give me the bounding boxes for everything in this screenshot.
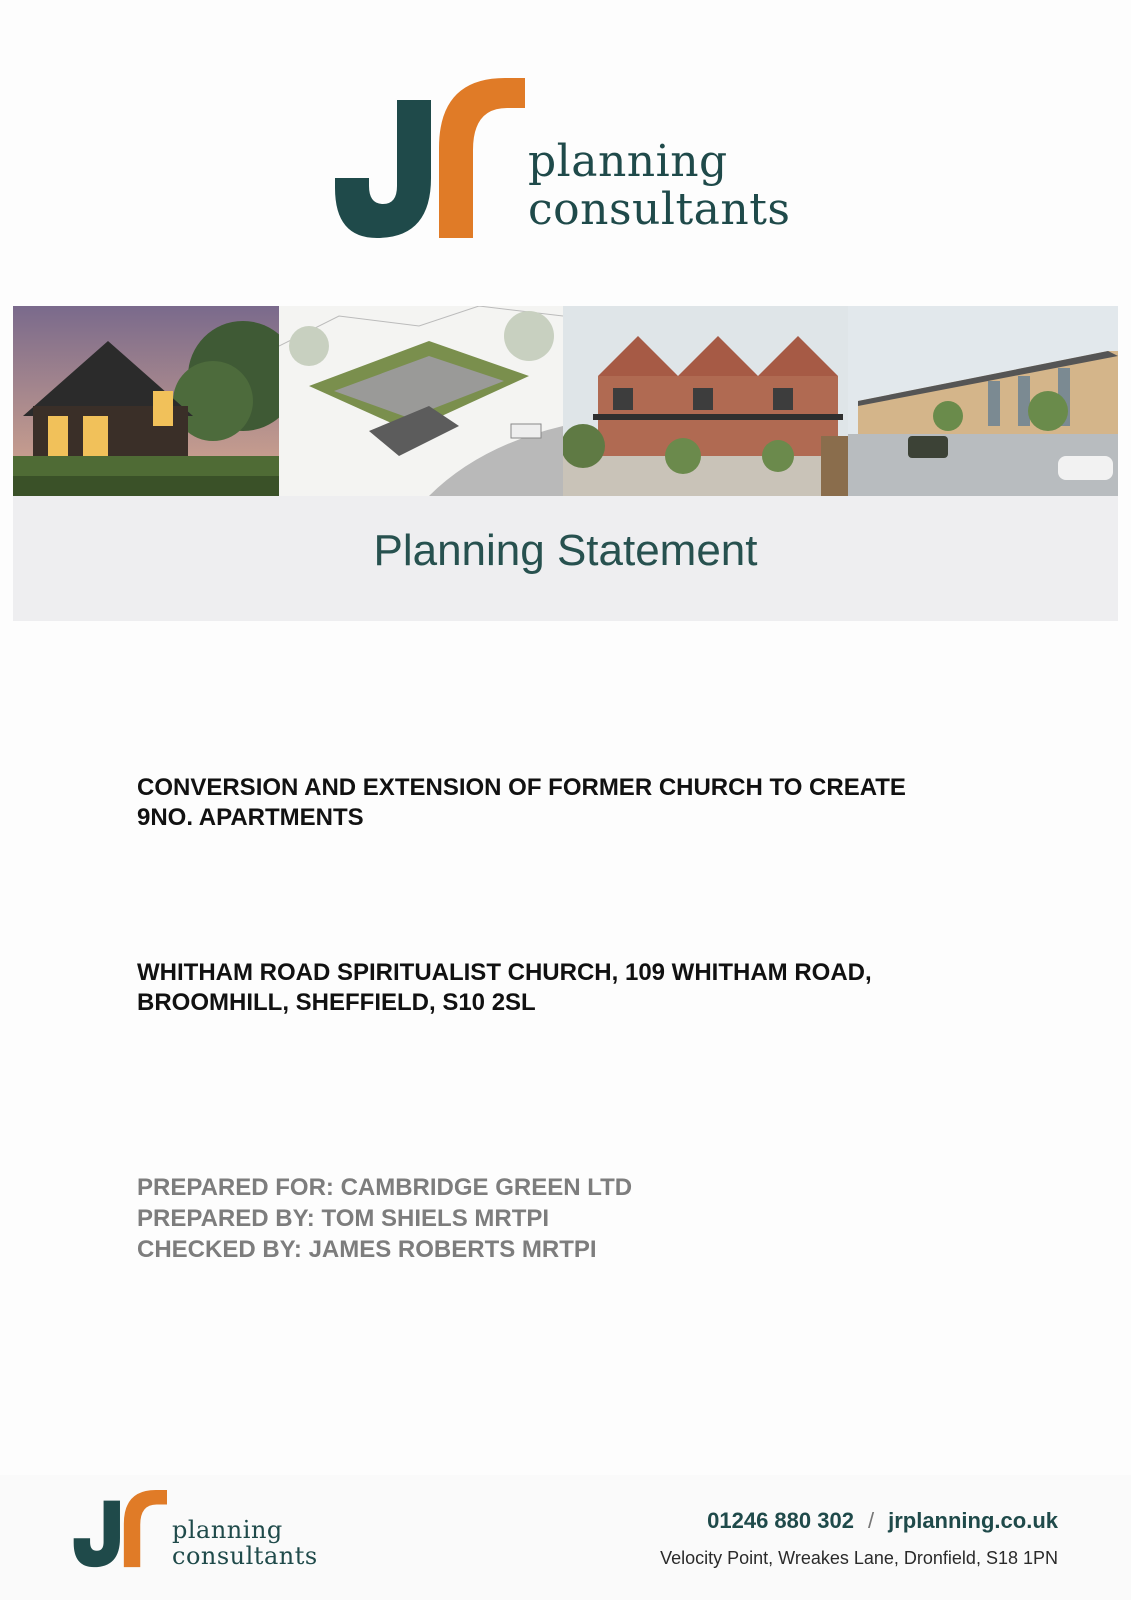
company-logo: [335, 78, 805, 248]
site-aerial-sketch-image: [279, 306, 563, 496]
title-banner: [13, 306, 1118, 621]
prepared-info: [137, 1172, 632, 1265]
footer-logo-word-planning: planning: [172, 1516, 283, 1544]
site-address: [137, 958, 1037, 1018]
document-title: Planning Statement: [373, 526, 758, 575]
company-address: Velocity Point, Wreakes Lane, Dronfield, S18 1PN: [660, 1548, 1058, 1568]
project-description-line-1: CONVERSION AND EXTENSION OF FORMER CHURCH TO CREATE: [137, 774, 906, 801]
jr-logo-mark-icon: [72, 1490, 167, 1572]
project-image-strip: [13, 306, 1118, 496]
logo-word-planning: planning: [528, 136, 728, 187]
townhouses-render-image: [563, 306, 848, 496]
house-render-image: [13, 306, 279, 496]
apartments-render-image: [848, 306, 1118, 496]
page-footer: [0, 1475, 1131, 1600]
phone-number: 01246 880 302: [707, 1508, 854, 1533]
footer-logo: [72, 1490, 342, 1580]
prepared-by: PREPARED BY: TOM SHIELS MRTPI: [137, 1205, 550, 1232]
prepared-for: PREPARED FOR: CAMBRIDGE GREEN LTD: [137, 1174, 633, 1201]
website-link[interactable]: jrplanning.co.uk: [888, 1508, 1058, 1533]
contact-separator: /: [867, 1508, 875, 1533]
site-address-line-2: BROOMHILL, SHEFFIELD, S10 2SL: [137, 989, 536, 1016]
checked-by: CHECKED BY: JAMES ROBERTS MRTPI: [137, 1236, 597, 1263]
site-address-line-1: WHITHAM ROAD SPIRITUALIST CHURCH, 109 WHITHAM ROAD,: [137, 959, 872, 986]
project-description: [137, 773, 1037, 833]
contact-line: [707, 1508, 1058, 1534]
jr-logo-mark-icon: [335, 78, 525, 248]
project-description-line-2: 9NO. APARTMENTS: [137, 804, 364, 831]
logo-word-consultants: consultants: [528, 184, 791, 235]
footer-logo-word-consultants: consultants: [172, 1542, 318, 1570]
